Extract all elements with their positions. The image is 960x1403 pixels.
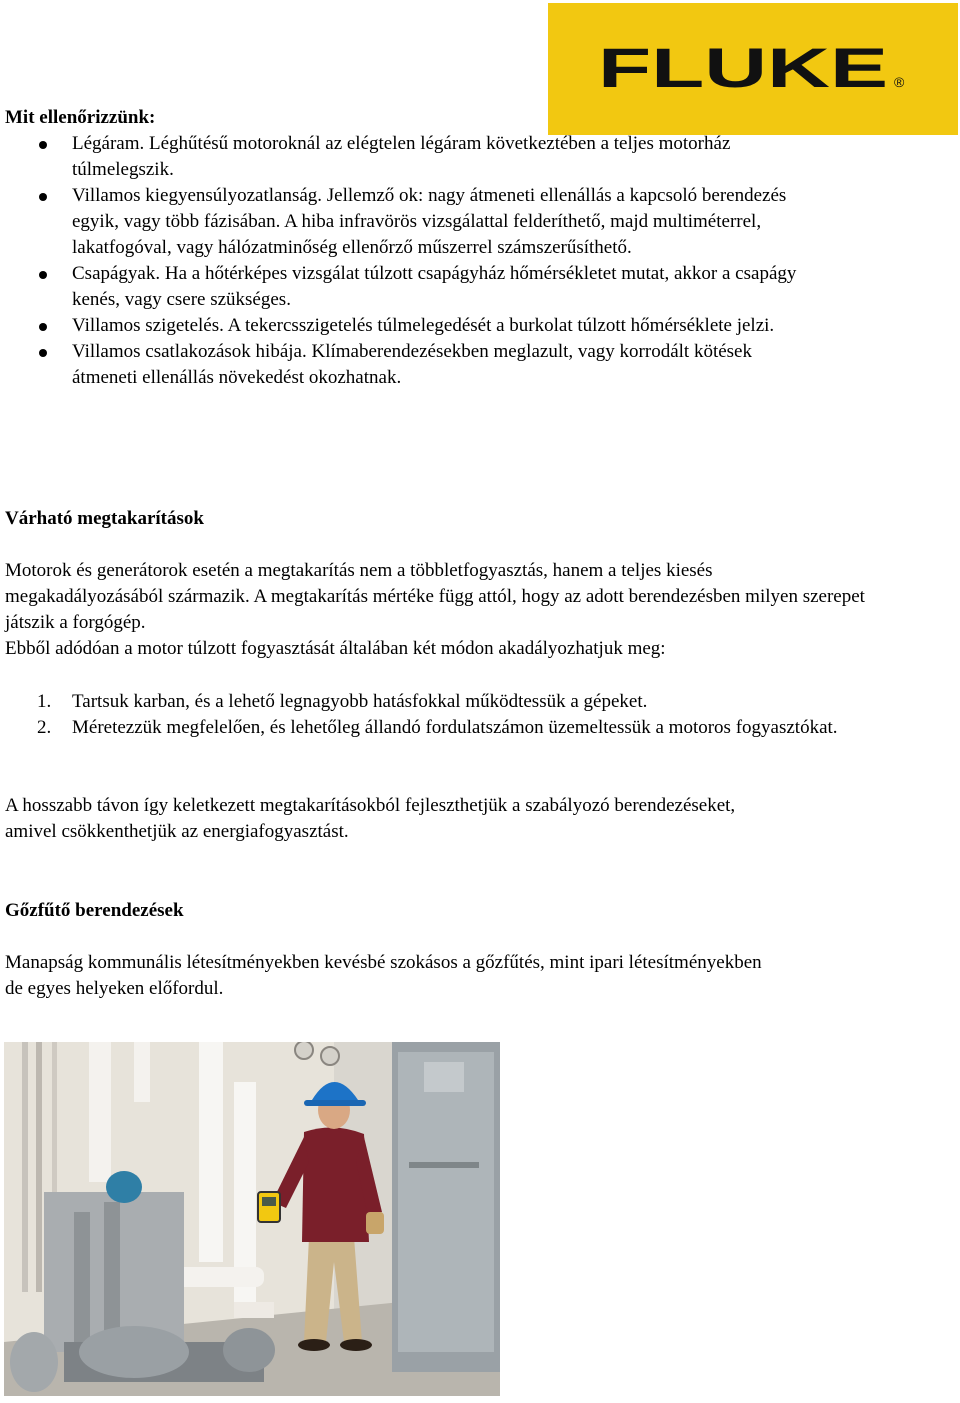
item-text: A tekercsszigetelés túlmelegedését a burkolat túlzott hőmérséklete jelzi. — [223, 315, 775, 336]
list-item — [5, 131, 805, 183]
item-lead: Csapágyak. — [72, 263, 161, 284]
photo-illustration — [4, 1042, 500, 1396]
heading-savings: Várható megtakarítások — [5, 508, 204, 529]
section-check — [5, 105, 905, 391]
item-text: Léghűtésű motoroknál az elégtelen légáram következtében a teljes motorház túlmelegszik. — [72, 133, 731, 180]
list-item — [5, 339, 805, 391]
heading-check: Mit ellenőrizzünk: — [5, 107, 156, 128]
item-lead: Villamos szigetelés. — [72, 315, 224, 336]
step-text: Méretezzük megfelelően, és lehetőleg állandó fordulatszámon üzemeltessük a motoros fogyasztókat. — [72, 717, 838, 738]
bullet-icon — [39, 271, 47, 279]
bullet-icon — [39, 323, 47, 331]
paragraph: Motorok és generátorok esetén a megtakarítás nem a többletfogyasztás, hanem a teljes kiesés megakadályozásából származik. A megtakarítás mértéke függ attól, hogy az adott berendezésben milyen szerepet játszik a forgógép. — [5, 560, 865, 633]
check-list — [5, 131, 805, 391]
list-item — [5, 715, 875, 741]
item-lead: Villamos kiegyensúlyozatlanság. — [72, 185, 323, 206]
bullet-icon — [39, 349, 47, 357]
list-item — [5, 313, 805, 339]
item-text: Jellemző ok: nagy átmeneti ellenállás a kapcsoló berendezés egyik, vagy több fázisában. A hiba infravörös vizsgálattal felderíthető, majd multiméterrel, lakatfogóval, vagy hálózatminőség ellenőrző műszerrel számszerűsíthető. — [72, 185, 787, 258]
list-item — [5, 183, 805, 261]
technician-photo — [4, 1042, 500, 1396]
item-lead: Légáram. — [72, 133, 145, 154]
item-lead: Villamos csatlakozások hibája. — [72, 341, 307, 362]
savings-paragraph-1 — [5, 558, 875, 662]
steam-paragraph: Manapság kommunális létesítményekben kevésbé szokásos a gőzfűtés, mint ipari létesítményekben de egyes helyeken előfordul. — [5, 952, 762, 999]
bullet-icon — [39, 193, 47, 201]
item-text: Klímaberendezésekben meglazult, vagy korrodált kötések átmeneti ellenállás növekedést okozhatnak. — [72, 341, 752, 388]
savings-steps — [5, 689, 875, 741]
paragraph: Ebből adódóan a motor túlzott fogyasztását általában két módon akadályozhatjuk meg: — [5, 638, 666, 659]
list-item — [5, 261, 805, 313]
item-text: Ha a hőtérképes vizsgálat túlzott csapágyház hőmérsékletet mutat, akkor a csapágy kenés, vagy csere szükséges. — [72, 263, 797, 310]
step-number: 2. — [37, 717, 52, 738]
savings-paragraph-3: A hosszabb távon így keletkezett megtakarításokból fejleszthetjük a szabályozó berendezéseket, amivel csökkenthetjük az energiafogyasztást. — [5, 795, 736, 842]
registered-mark: ® — [894, 74, 905, 90]
step-number: 1. — [37, 691, 52, 712]
heading-steam: Gőzfűtő berendezések — [5, 900, 184, 921]
bullet-icon — [39, 141, 47, 149]
list-item — [5, 689, 875, 715]
logo-text: FLUKE — [598, 36, 888, 99]
step-text: Tartsuk karban, és a lehető legnagyobb hatásfokkal működtessük a gépeket. — [72, 691, 648, 712]
